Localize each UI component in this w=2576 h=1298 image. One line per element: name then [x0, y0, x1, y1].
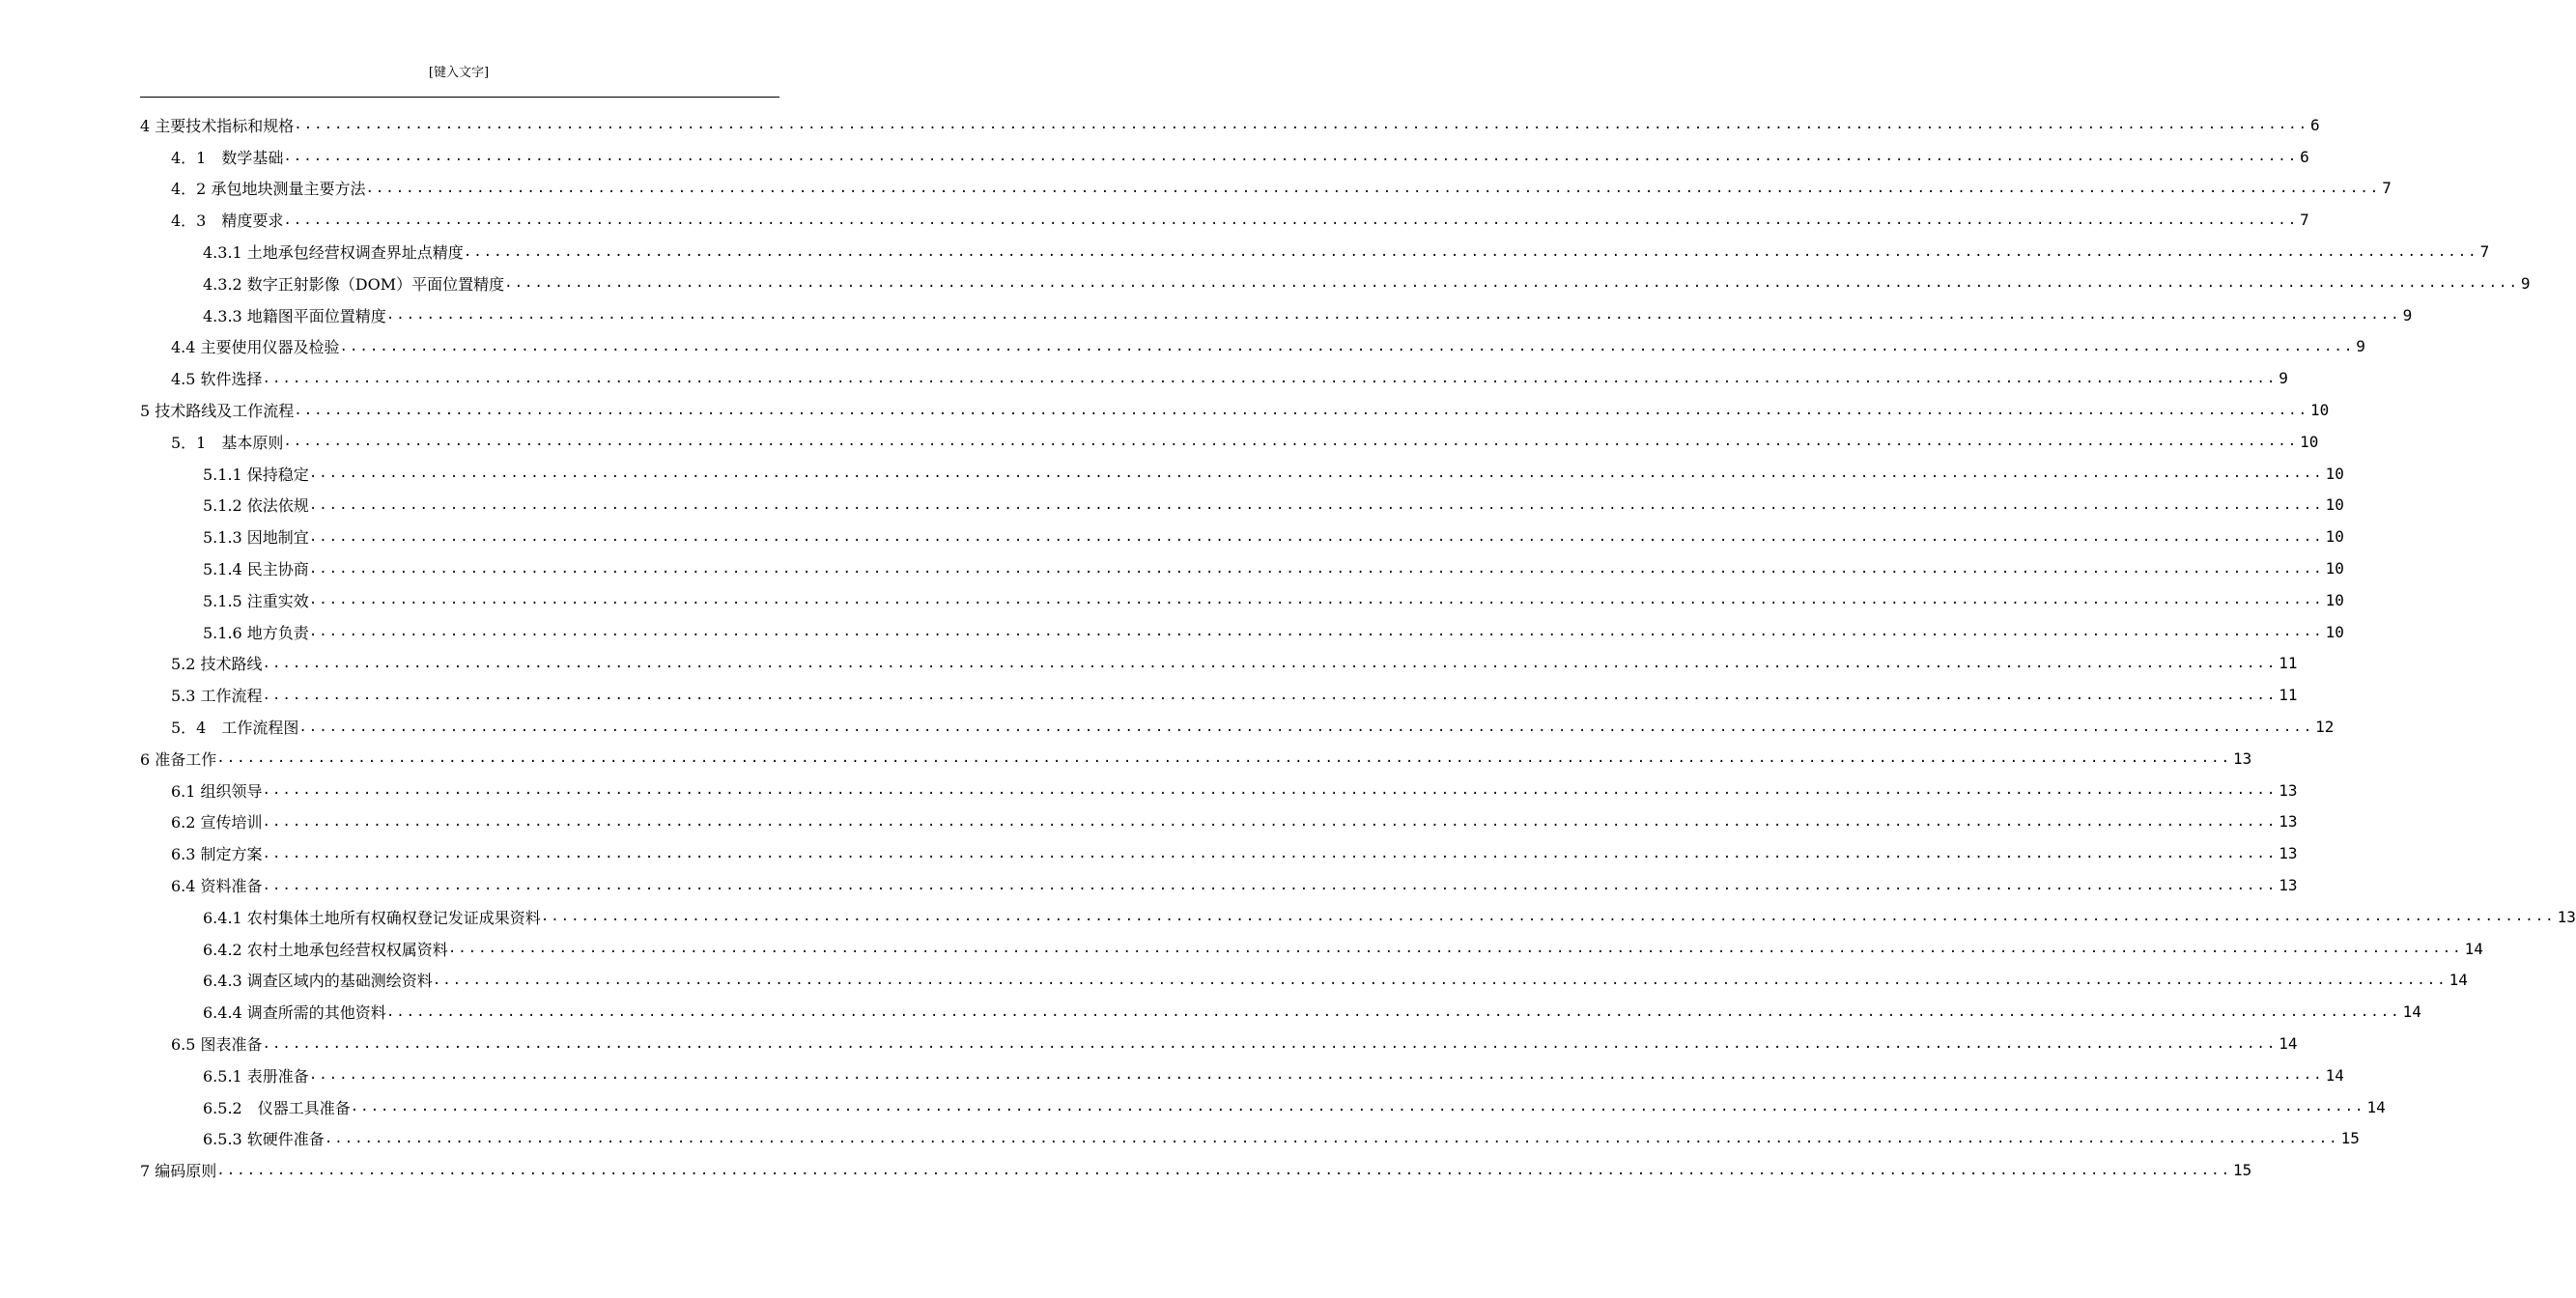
toc-entry[interactable]	[140, 901, 2576, 933]
toc-entry[interactable]	[140, 141, 2309, 173]
toc-entry-page-number: 10	[2300, 432, 2319, 451]
toc-entry[interactable]	[140, 236, 2490, 268]
toc-entry-label: 4.3.2 数字正射影像（DOM）平面位置精度	[203, 274, 505, 294]
toc-entry[interactable]	[140, 1028, 2298, 1059]
toc-entry-page-number: 15	[2233, 1161, 2252, 1180]
toc-dot-leader: ........................................................................................................................................................................................................	[432, 972, 2448, 988]
toc-entry[interactable]	[140, 426, 2319, 458]
toc-entry-page-number: 14	[2366, 1097, 2386, 1116]
toc-entry-label: 6.4.4 调查所需的其他资料	[203, 1003, 386, 1023]
toc-entry[interactable]	[140, 1154, 2252, 1186]
toc-entry-label: 6.4.1 农村集体土地所有权确权登记发证成果资料	[203, 908, 541, 927]
toc-entry-page-number: 14	[2464, 939, 2483, 958]
toc-entry-page-number: 14	[2325, 1065, 2344, 1085]
toc-dot-leader: ........................................................................................................................................................................................................	[463, 243, 2478, 260]
toc-entry-label: 4．1 数学基础	[171, 148, 284, 167]
toc-entry-label: 4.3.1 土地承包经营权调查界址点精度	[203, 243, 464, 263]
toc-entry[interactable]	[140, 933, 2483, 965]
toc-entry[interactable]	[140, 331, 2365, 363]
toc-entry-page-number: 9	[2402, 305, 2413, 324]
toc-dot-leader: ........................................................................................................................................................................................................	[262, 655, 2278, 671]
toc-entry-label: 5.1.5 注重实效	[203, 591, 309, 610]
toc-entry-label: 5.1.4 民主协商	[203, 560, 309, 579]
toc-dot-leader: ........................................................................................................................................................................................................	[308, 496, 2324, 513]
toc-entry-page-number: 15	[2340, 1129, 2360, 1148]
toc-entry-page-number: 12	[2315, 718, 2335, 737]
toc-entry[interactable]	[140, 679, 2298, 711]
toc-entry[interactable]	[140, 394, 2330, 426]
toc-entry-page-number: 13	[2233, 748, 2252, 768]
toc-entry-label: 6.5 图表准备	[171, 1035, 263, 1054]
toc-entry[interactable]	[140, 711, 2335, 743]
toc-entry-label: 7 编码原则	[140, 1162, 217, 1181]
toc-entry[interactable]	[140, 1059, 2344, 1091]
toc-entry-page-number: 13	[2279, 876, 2298, 895]
toc-entry[interactable]	[140, 109, 2320, 141]
toc-entry-label: 4．3 精度要求	[171, 212, 284, 231]
toc-entry-label: 5.1.3 因地制宜	[203, 528, 309, 548]
toc-entry-label: 6.3 制定方案	[171, 845, 263, 864]
toc-entry[interactable]	[140, 775, 2298, 806]
table-of-contents	[140, 109, 2576, 1186]
toc-entry[interactable]	[140, 1123, 2360, 1155]
toc-entry-page-number: 11	[2279, 654, 2298, 673]
toc-dot-leader: ........................................................................................................................................................................................................	[262, 782, 2278, 799]
toc-entry-page-number: 14	[2279, 1034, 2298, 1053]
toc-entry[interactable]	[140, 1091, 2386, 1123]
toc-dot-leader: ........................................................................................................................................................................................................	[262, 687, 2278, 703]
toc-entry[interactable]	[140, 490, 2344, 522]
toc-dot-leader: ........................................................................................................................................................................................................	[365, 180, 2381, 196]
toc-entry-page-number: 9	[2356, 337, 2365, 356]
toc-entry-page-number: 13	[2557, 907, 2576, 926]
toc-entry-label: 6.5.1 表册准备	[203, 1066, 309, 1086]
toc-dot-leader: ........................................................................................................................................................................................................	[262, 877, 2278, 893]
toc-entry-label: 5 技术路线及工作流程	[140, 402, 295, 421]
toc-entry-page-number: 10	[2310, 401, 2330, 420]
toc-entry-page-number: 11	[2279, 686, 2298, 705]
toc-entry-label: 4.4 主要使用仪器及检验	[171, 338, 340, 357]
toc-dot-leader: ........................................................................................................................................................................................................	[262, 845, 2278, 861]
toc-entry[interactable]	[140, 173, 2392, 205]
toc-entry[interactable]	[140, 204, 2309, 236]
toc-dot-leader: ........................................................................................................................................................................................................	[216, 750, 2232, 767]
toc-entry-page-number: 13	[2279, 812, 2298, 832]
toc-entry-label: 4 主要技术指标和规格	[140, 116, 295, 135]
toc-entry-page-number: 10	[2325, 622, 2344, 641]
toc-entry-page-number: 7	[2479, 242, 2490, 262]
toc-entry-page-number: 10	[2325, 464, 2344, 483]
toc-entry[interactable]	[140, 521, 2344, 552]
toc-dot-leader: ........................................................................................................................................................................................................	[385, 307, 2401, 324]
toc-entry-label: 6.1 组织领导	[171, 781, 263, 801]
toc-dot-leader: ........................................................................................................................................................................................................	[294, 117, 2309, 133]
toc-entry-label: 5.1.2 依法依规	[203, 496, 309, 516]
toc-entry-page-number: 14	[2449, 971, 2468, 990]
toc-dot-leader: ........................................................................................................................................................................................................	[308, 624, 2324, 640]
toc-entry-label: 5．4 工作流程图	[171, 719, 299, 738]
toc-entry-label: 6.4.3 调查区域内的基础测绘资料	[203, 972, 433, 991]
toc-entry-label: 5.1.6 地方负责	[203, 623, 309, 642]
toc-entry-page-number: 10	[2325, 495, 2344, 515]
page-header: [键入文字]	[428, 66, 490, 80]
toc-entry-label: 5．1 基本原则	[171, 433, 284, 452]
toc-dot-leader: ........................................................................................................................................................................................................	[308, 528, 2324, 545]
toc-dot-leader: ........................................................................................................................................................................................................	[262, 1035, 2278, 1052]
toc-entry[interactable]	[140, 869, 2298, 901]
toc-entry-label: 5.1.1 保持稳定	[203, 465, 309, 484]
toc-dot-leader: ........................................................................................................................................................................................................	[308, 1067, 2324, 1084]
toc-entry[interactable]	[140, 648, 2298, 680]
toc-entry-page-number: 10	[2325, 590, 2344, 609]
toc-entry[interactable]	[140, 965, 2468, 997]
toc-entry-label: 6.5.2 仪器工具准备	[203, 1098, 351, 1117]
toc-dot-leader: ........................................................................................................................................................................................................	[540, 909, 2556, 925]
toc-entry-label: 5.3 工作流程	[171, 687, 263, 706]
toc-dot-leader: ........................................................................................................................................................................................................	[283, 434, 2299, 450]
toc-entry[interactable]	[140, 458, 2344, 490]
toc-entry-page-number: 6	[2300, 147, 2309, 166]
toc-entry-page-number: 14	[2402, 1002, 2421, 1022]
toc-entry[interactable]	[140, 362, 2288, 394]
toc-dot-leader: ........................................................................................................................................................................................................	[350, 1099, 2365, 1115]
toc-entry-label: 4.5 软件选择	[171, 370, 263, 389]
toc-entry-label: 6.5.3 软硬件准备	[203, 1130, 325, 1149]
header-rule	[140, 97, 779, 98]
toc-entry-page-number: 7	[2382, 179, 2392, 198]
toc-entry-label: 6.4.2 农村土地承包经营权权属资料	[203, 940, 448, 959]
toc-dot-leader: ........................................................................................................................................................................................................	[385, 1003, 2401, 1020]
toc-entry[interactable]	[140, 584, 2344, 616]
toc-entry[interactable]	[140, 268, 2531, 299]
toc-entry-label: 4.3.3 地籍图平面位置精度	[203, 306, 386, 325]
toc-dot-leader: ........................................................................................................................................................................................................	[298, 719, 2314, 735]
toc-entry-page-number: 10	[2325, 527, 2344, 547]
toc-entry[interactable]	[140, 996, 2421, 1028]
toc-dot-leader: ........................................................................................................................................................................................................	[447, 941, 2463, 957]
toc-entry[interactable]	[140, 806, 2298, 838]
toc-dot-leader: ........................................................................................................................................................................................................	[339, 338, 2355, 354]
toc-dot-leader: ........................................................................................................................................................................................................	[283, 149, 2299, 165]
toc-dot-leader: ........................................................................................................................................................................................................	[283, 212, 2299, 228]
toc-dot-leader: ........................................................................................................................................................................................................	[324, 1130, 2339, 1146]
toc-entry-label: 6 准备工作	[140, 749, 217, 769]
toc-entry[interactable]	[140, 552, 2344, 584]
toc-dot-leader: ........................................................................................................................................................................................................	[262, 370, 2278, 386]
toc-dot-leader: ........................................................................................................................................................................................................	[308, 560, 2324, 577]
toc-entry-label: 5.2 技术路线	[171, 655, 263, 674]
toc-entry[interactable]	[140, 299, 2413, 331]
toc-dot-leader: ........................................................................................................................................................................................................	[262, 813, 2278, 830]
toc-entry[interactable]	[140, 616, 2344, 648]
toc-entry[interactable]	[140, 837, 2298, 869]
toc-entry-label: 4．2 承包地块测量主要方法	[171, 180, 366, 199]
toc-dot-leader: ........................................................................................................................................................................................................	[216, 1162, 2232, 1178]
toc-dot-leader: ........................................................................................................................................................................................................	[308, 592, 2324, 608]
toc-entry-page-number: 13	[2279, 844, 2298, 863]
toc-dot-leader: ........................................................................................................................................................................................................	[308, 466, 2324, 482]
toc-entry-page-number: 9	[2279, 369, 2288, 388]
toc-dot-leader: ........................................................................................................................................................................................................	[294, 402, 2309, 418]
toc-entry-page-number: 7	[2300, 211, 2309, 230]
toc-entry-label: 6.2 宣传培训	[171, 813, 263, 832]
toc-entry[interactable]	[140, 743, 2252, 775]
toc-entry-page-number: 9	[2520, 273, 2531, 293]
toc-entry-page-number: 6	[2310, 115, 2320, 134]
toc-dot-leader: ........................................................................................................................................................................................................	[504, 275, 2519, 292]
toc-entry-label: 6.4 资料准备	[171, 877, 263, 896]
toc-entry-page-number: 13	[2279, 780, 2298, 800]
toc-entry-page-number: 10	[2325, 559, 2344, 578]
